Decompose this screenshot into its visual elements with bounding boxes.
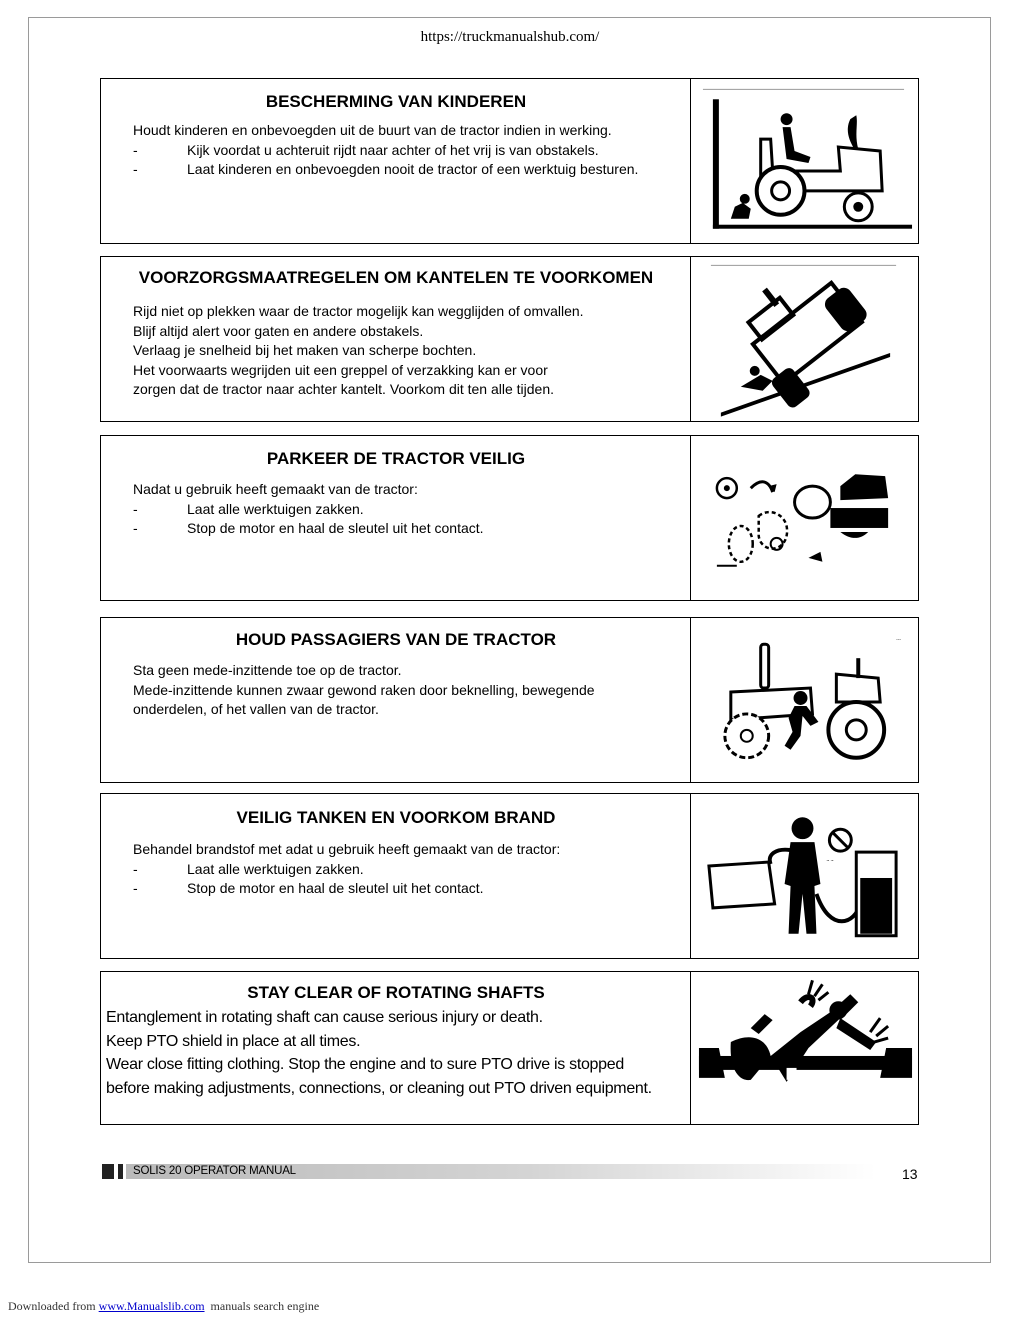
section-no-passengers: [100, 617, 919, 783]
section-title: STAY CLEAR OF ROTATING SHAFTS: [247, 983, 545, 1002]
section-body: [133, 661, 689, 720]
section-park-safely: [100, 435, 919, 601]
section-safe-refueling: [100, 793, 919, 959]
section-illustration: [691, 257, 918, 421]
body-line: Keep PTO shield in place at all times.: [106, 1032, 361, 1050]
bullet-item: - Kijk voordat u achteruit rijdt naar achter of het vrij is van obstakels.: [133, 141, 599, 158]
section-rollover-prevention: [100, 256, 919, 422]
credit-prefix: Downloaded from: [8, 1299, 96, 1313]
tractor-rollover-icon: [691, 257, 918, 421]
bullet-text: Stop de motor en haal de sleutel uit het contact.: [187, 880, 484, 896]
body-line: Nadat u gebruik heeft gemaakt van de tractor:: [133, 481, 418, 497]
body-line: zorgen dat de tractor naar achter kantelt. Voorkom dit ten alle tijden.: [133, 381, 555, 397]
section-illustration: [691, 794, 918, 958]
bullet-item: - Stop de motor en haal de sleutel uit het contact.: [133, 520, 484, 536]
section-body: [133, 121, 689, 180]
section-text: [101, 618, 691, 782]
pto-entanglement-icon: [691, 972, 918, 1124]
section-rotating-shafts: [100, 971, 919, 1125]
section-child-protection: [100, 78, 919, 244]
svg-text:---: ---: [896, 637, 902, 643]
page-number: 13: [902, 1166, 918, 1182]
bullet-item: - Laat kinderen en onbevoegden nooit de tractor of een werktuig besturen.: [133, 161, 639, 177]
body-line: Sta geen mede-inzittende toe op de tractor.: [133, 662, 402, 678]
site-url[interactable]: https://truckmanualshub.com/: [420, 29, 600, 45]
body-line: Behandel brandstof met adat u gebruik heeft gemaakt van de tractor:: [133, 841, 561, 857]
section-text: [101, 794, 691, 958]
bullet-text: Laat alle werktuigen zakken.: [187, 500, 364, 517]
bullet-text: Laat kinderen en onbevoegden nooit de tractor of een werktuig besturen.: [187, 161, 639, 177]
svg-text:~ ~: ~ ~: [826, 859, 834, 865]
credit-suffix: manuals search engine: [210, 1299, 320, 1313]
section-illustration: [691, 79, 918, 243]
bullet-text: Stop de motor en haal de sleutel uit het contact.: [187, 520, 484, 536]
bullet-item: - Laat alle werktuigen zakken.: [133, 860, 364, 877]
section-illustration: [691, 618, 918, 782]
section-title: VOORZORGSMAATREGELEN OM KANTELEN TE VOORKOMEN: [138, 268, 654, 287]
body-line: Verlaag je snelheid bij het maken van scherpe bochten.: [133, 342, 477, 358]
section-title: BESCHERMING VAN KINDEREN: [265, 92, 527, 111]
tractor-passenger-icon: [691, 618, 918, 782]
section-title: VEILIG TANKEN EN VOORKOM BRAND: [236, 808, 556, 827]
body-line: Houdt kinderen en onbevoegden uit de buurt van de tractor indien in werking.: [133, 122, 612, 138]
section-text: [101, 436, 691, 600]
download-credit: [8, 1299, 319, 1314]
refueling-no-smoking-icon: [691, 794, 918, 958]
section-title: HOUD PASSAGIERS VAN DE TRACTOR: [235, 630, 557, 649]
body-line: Entanglement in rotating shaft can cause serious injury or death.: [106, 1009, 543, 1026]
body-line: Rijd niet op plekken waar de tractor mogelijk kan wegglijden of omvallen.: [133, 303, 584, 319]
bullet-item: - Stop de motor en haal de sleutel uit het contact.: [133, 880, 484, 896]
tractor-reversing-child-icon: [691, 79, 918, 243]
body-line: onderdelen, of het vallen van de tractor.: [133, 701, 379, 717]
body-line: Blijf altijd alert voor gaten en andere obstakels.: [133, 322, 424, 339]
section-illustration: [691, 972, 918, 1124]
section-text: [101, 257, 691, 421]
footer-marks: [102, 1164, 126, 1179]
bullet-text: Kijk voordat u achteruit rijdt naar achter of het vrij is van obstakels.: [187, 141, 599, 158]
section-body: [133, 302, 689, 400]
footer-manual-title: SOLIS 20 OPERATOR MANUAL: [133, 1165, 296, 1177]
parking-brake-key-icon: [691, 436, 918, 600]
section-title: PARKEER DE TRACTOR VEILIG: [266, 449, 526, 468]
bullet-item: - Laat alle werktuigen zakken.: [133, 500, 364, 517]
section-body: [106, 1006, 662, 1100]
body-line: before making adjustments, connections, or cleaning out PTO driven equipment.: [106, 1079, 652, 1097]
body-line: Mede-inzittende kunnen zwaar gewond raken door beknelling, bewegende: [133, 681, 595, 698]
section-illustration: [691, 436, 918, 600]
section-body: [133, 840, 689, 899]
section-body: [133, 480, 689, 539]
body-line: Het voorwaarts wegrijden uit een greppel of verzakking kan er voor: [133, 361, 548, 378]
bullet-text: Laat alle werktuigen zakken.: [187, 860, 364, 877]
section-text: [101, 972, 691, 1124]
section-text: [101, 79, 691, 243]
body-line: Wear close fitting clothing. Stop the engine and to sure PTO drive is stopped: [106, 1056, 624, 1073]
manualslib-link[interactable]: www.Manualslib.com: [98, 1299, 205, 1313]
